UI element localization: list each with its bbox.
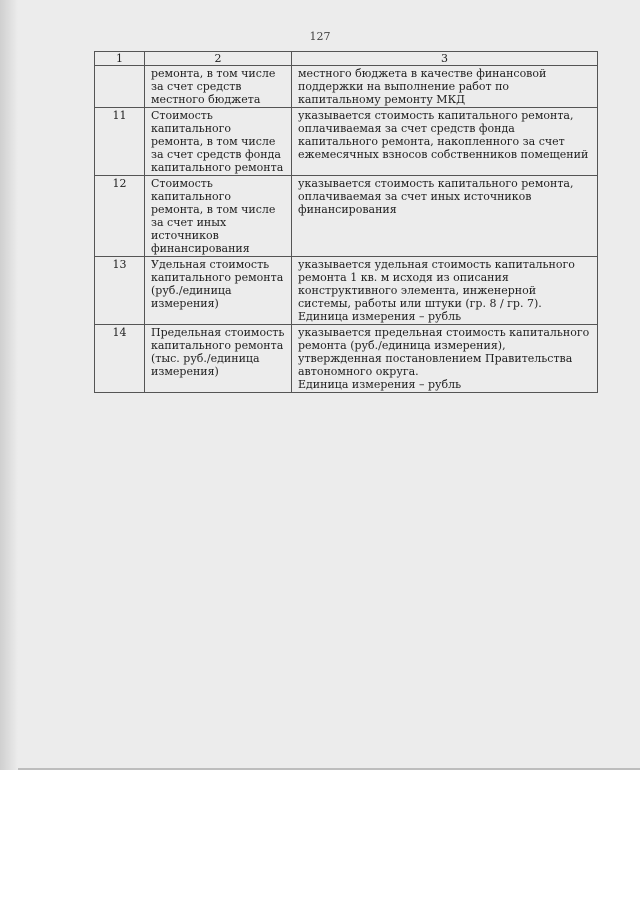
row-indicator: ремонта, в том числе за счет средств местного бюджета <box>145 66 292 108</box>
row-indicator: Предельная стоимость капитального ремонта (тыс. руб./единица измерения) <box>145 325 292 393</box>
table-row <box>95 176 598 257</box>
row-number <box>95 66 145 108</box>
table-row <box>95 325 598 393</box>
row-number: 14 <box>95 325 145 393</box>
row-description-text: указывается стоимость капитального ремонта, оплачиваемая за счет средств фонда капитального ремонта, накопленного за счет ежемесячных взносов собственников помещений <box>298 109 589 161</box>
row-indicator: Удельная стоимость капитального ремонта (руб./единица измерения) <box>145 257 292 325</box>
row-description-text: местного бюджета в качестве финансовой поддержки на выполнение работ по капитальному ремонту МКД <box>298 67 547 106</box>
table-row <box>95 257 598 325</box>
row-indicator: Стоимость капитального ремонта, в том числе за счет средств фонда капитального ремонта <box>145 108 292 176</box>
header-col-1: 1 <box>95 52 145 66</box>
row-description <box>292 325 598 393</box>
header-col-3: 3 <box>292 52 598 66</box>
row-description <box>292 257 598 325</box>
header-col-2: 2 <box>145 52 292 66</box>
table-row <box>95 66 598 108</box>
table-header-row <box>95 52 598 66</box>
row-number: 12 <box>95 176 145 257</box>
row-description <box>292 66 598 108</box>
row-number: 11 <box>95 108 145 176</box>
row-unit-text: Единица измерения – рубль <box>298 310 462 323</box>
row-description-text: указывается предельная стоимость капитального ремонта (руб./единица измерения), утвержденная постановлением Правительства автономного округа. <box>298 326 590 378</box>
row-number: 13 <box>95 257 145 325</box>
row-description-text: указывается удельная стоимость капитального ремонта 1 кв. м исходя из описания конструктивного элемента, инженерной системы, работы или штуки (гр. 8 / гр. 7). <box>298 258 575 310</box>
row-description <box>292 108 598 176</box>
row-indicator: Стоимость капитального ремонта, в том числе за счет иных источников финансирования <box>145 176 292 257</box>
row-description <box>292 176 598 257</box>
page-number: 127 <box>309 30 331 43</box>
capital-repair-table <box>94 51 598 393</box>
row-description-text: указывается стоимость капитального ремонта, оплачиваемая за счет иных источников финансирования <box>298 177 574 216</box>
row-unit-text: Единица измерения – рубль <box>298 378 462 391</box>
table-row <box>95 108 598 176</box>
